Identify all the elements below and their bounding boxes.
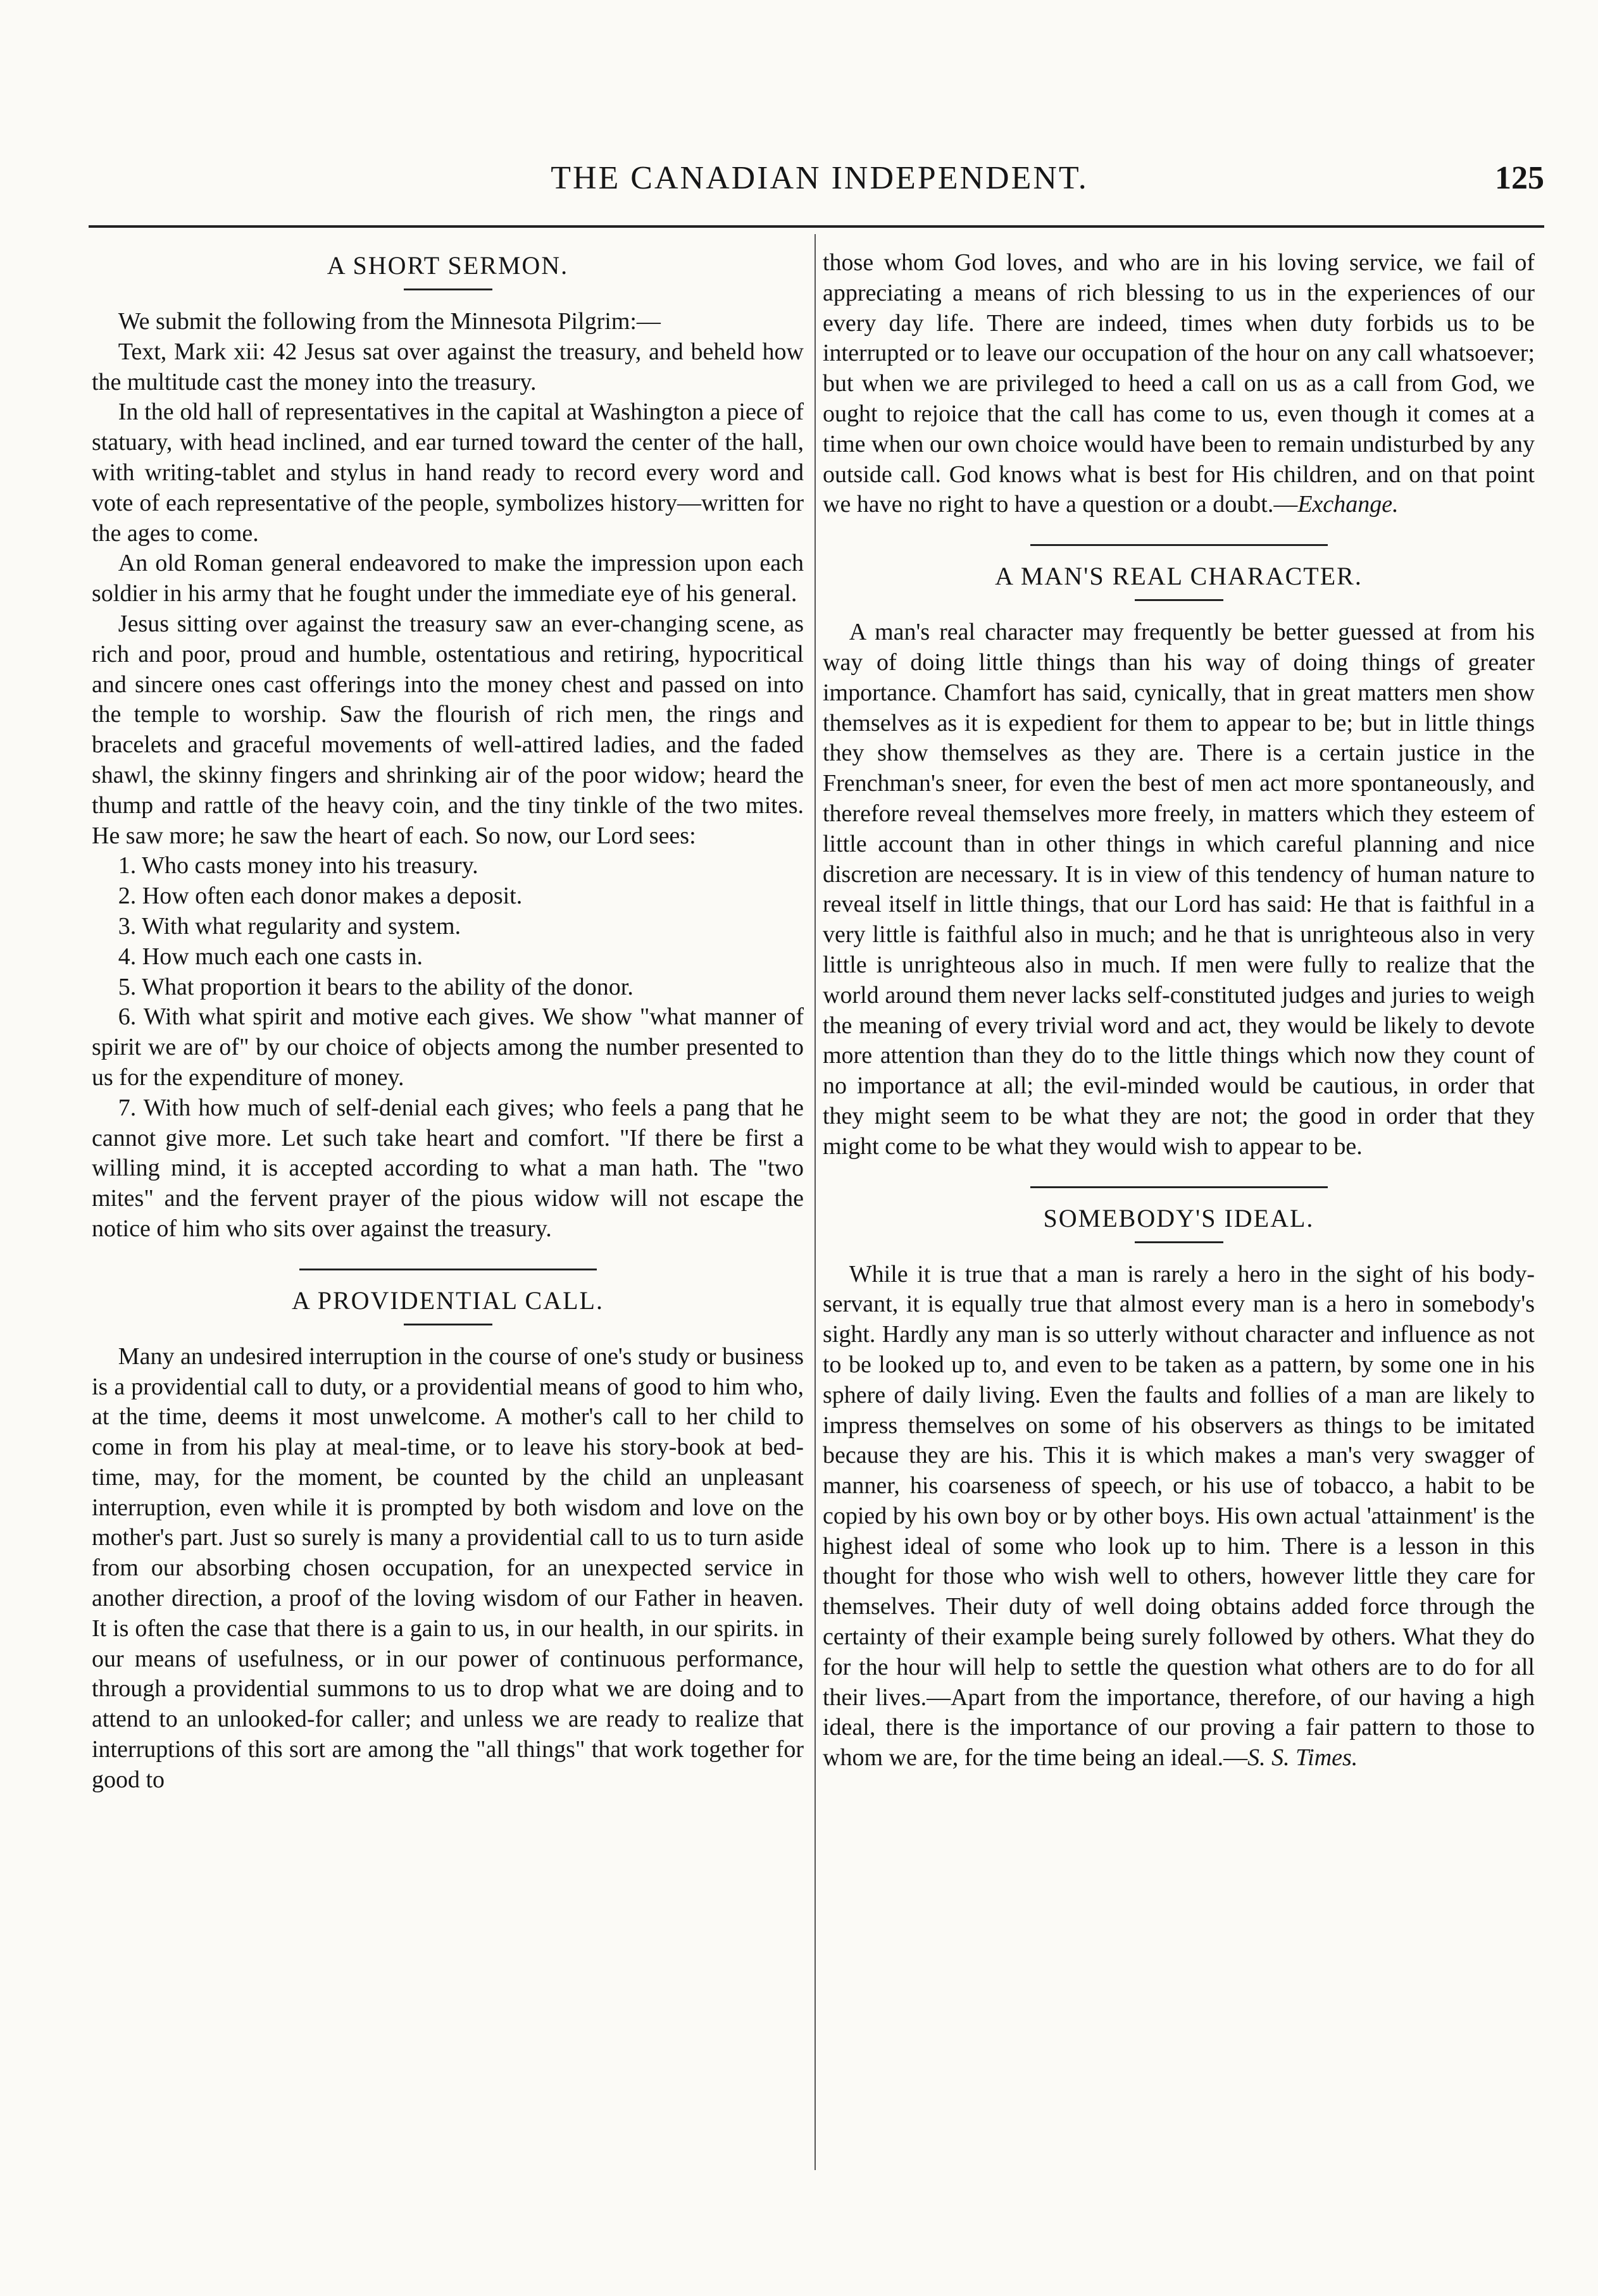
article-providential-call-continued <box>823 248 1535 520</box>
list-item: 6. With what spirit and motive each gives. We show "what manner of spirit we are of" by our choice of objects among the number presented to us for the expenditure of money. <box>92 1003 804 1091</box>
left-column <box>92 248 804 1796</box>
column-divider <box>815 234 816 2170</box>
paragraph: In the old hall of representatives in the capital at Washington a piece of statuary, with head inclined, and ear turned toward the center of the hall, with writing-tablet and stylus in hand ready to record every word and vote of each representative of the people, symbolizes history—written for the ages to come. <box>92 399 804 547</box>
article-somebodys-ideal <box>823 1201 1535 1774</box>
list-item: 4. How much each one casts in. <box>118 943 423 970</box>
article-short-sermon <box>92 248 804 1244</box>
page-number: 125 <box>1495 160 1544 196</box>
list-item: 1. Who casts money into his treasury. <box>118 852 478 879</box>
section-separator <box>1030 1186 1328 1188</box>
running-head <box>95 159 1544 204</box>
section-separator <box>1030 544 1328 546</box>
paragraph: An old Roman general endeavored to make the impression upon each soldier in his army that he fought under the immediate eye of his general. <box>92 550 804 607</box>
heading-rule <box>1135 1241 1223 1243</box>
article-heading: A MAN'S REAL CHARACTER. <box>995 562 1363 591</box>
paragraph <box>823 1260 1535 1774</box>
article-heading: SOMEBODY'S IDEAL. <box>1043 1203 1314 1232</box>
heading-rule <box>1135 599 1223 601</box>
list-item: 5. What proportion it bears to the ability of the donor. <box>118 973 634 1000</box>
source-credit: S. S. Times. <box>1247 1744 1358 1772</box>
article-heading: A SHORT SERMON. <box>327 251 569 280</box>
list-item: 3. With what regularity and system. <box>118 912 461 940</box>
header-rule <box>89 225 1544 228</box>
paragraph: Jesus sitting over against the treasury saw an ever-changing scene, as rich and poor, proud and humble, ostentatious and retiring, hypocritical and sincere ones cast offerings into the money chest and passed on into the temple to worship. Saw the flourish of rich men, the rings and bracelets and graceful movements of well-attired ladies, and the faded shawl, the skinny fingers and shrinking air of the poor widow; heard the thump and rattle of the heavy coin, and the tiny tinkle of the two mites. He saw more; he saw the heart of each. So now, our Lord sees: <box>92 610 804 849</box>
scripture-text: Text, Mark xii: 42 Jesus sat over against the treasury, and beheld how the multitude cast the money into the treasury. <box>92 338 804 395</box>
article-providential-call <box>92 1283 804 1796</box>
heading-rule <box>404 1324 492 1325</box>
source-credit: Exchange. <box>1297 491 1399 518</box>
sermon-points <box>92 851 804 1244</box>
paragraph: A man's real character may frequently be better guessed at from his way of doing little things than his way of doing things of greater importance. Chamfort has said, cynically, that in great matters men show themselves as it is expedient for them to appear to be; but in little things they show themselves as they are. There is a certain justice in the Frenchman's sneer, for even the best of men act more spontaneously, and therefore reveal themselves more freely, in matters which they esteem of little account than in other things in which careful planning and nice discretion are necessary. It is in view of this tendency of human nature to reveal itself in little things, that our Lord has said: He that is faithful in a very little is faithful also in much; and he that is unrighteous also in very little is unrighteous also in much. If men were fully to realize that the world around them never lacks self-constituted judges and juries to weigh the meaning of every trivial word and act, they would be likely to devote more attention than they do to the little things which now they count of no importance at all; the evil-minded would be cautious, in order that they might seem to be what they are not; the good in order that they might come to be what they would wish to appear to be. <box>823 619 1535 1160</box>
intro-paragraph: We submit the following from the Minnesota Pilgrim:— <box>118 308 661 335</box>
body-text: While it is true that a man is rarely a hero in the sight of his body-servant, it is equally true that almost every man is a hero in somebody's sight. Hardly any man is so utterly without character and influence as not to be looked up to, and even to be taken as a pattern, by some one in his sphere of daily living. Even the faults and follies of a man are likely to impress themselves on some of his observers as things to be imitated because they are his. This it is which makes a man's very swagger of manner, his coarseness of speech, or his use of tobacco, a habit to be copied by his own boy or by other boys. His own actual 'attainment' is the highest ideal of some who look up to him. There is a lesson in this thought for those who wish well to others, however little they care for themselves. Their duty of well doing obtains added force through the certainty of their example being surely followed by others. What they do for the hour will help to settle the question what others are to do for all their lives.—Apart from the importance, therefore, of our having a high ideal, there is the importance of our proving a fair pattern to those to whom we are, for the time being an ideal.— <box>823 1260 1535 1772</box>
list-item: 7. With how much of self-denial each gives; who feels a pang that he cannot give more. Let such take heart and comfort. "If there be first a willing mind, it is accepted according to what a man hath. The "two mites" and the fervent prayer of the pious widow will not escape the notice of him who sits over against the treasury. <box>92 1094 804 1242</box>
list-item: 2. How often each donor makes a deposit. <box>118 883 523 910</box>
right-column <box>823 248 1535 1773</box>
journal-title: THE CANADIAN INDEPENDENT. <box>551 160 1089 196</box>
continued-paragraph <box>823 248 1535 520</box>
paragraph: Many an undesired interruption in the course of one's study or business is a providential call to duty, or a providential means of good to him who, at the time, deems it most unwelcome. A mother's call to her child to come in from his play at meal-time, or to leave his story-book at bed-time, may, for the moment, be counted by the child an unpleasant interruption, even while it is prompted by both wisdom and love on the mother's part. Just so surely is many a providential call to us to turn aside from our absorbing chosen occupation, for an unexpected service in another direction, a proof of the loving wisdom of our Father in heaven. It is often the case that there is a gain to us, in our health, in our spirits. in our means of usefulness, or in our power of continuous performance, through a providential summons to us to drop what we are doing and to attend to an unlooked-for caller; and unless we are ready to realize that interruptions of this sort are among the "all things" that work together for good to <box>92 1343 804 1793</box>
article-mans-real-character <box>823 559 1535 1162</box>
heading-rule <box>404 289 492 290</box>
section-separator <box>299 1269 597 1270</box>
article-heading: A PROVIDENTIAL CALL. <box>292 1286 604 1315</box>
continuation-text: those whom God loves, and who are in his loving service, we fail of appreciating a means of rich blessing to us in the experiences of our every day life. There are indeed, times when duty forbids us to be interrupted or to leave our occupation of the hour on any call whatsoever; but when we are privileged to heed a call on us as a call from God, we ought to rejoice that the call has come to us, even though it comes at a time when our own choice would have been to remain undisturbed by any outside call. God knows what is best for His children, and on that point we have no right to have a question or a doubt.— <box>823 249 1535 518</box>
